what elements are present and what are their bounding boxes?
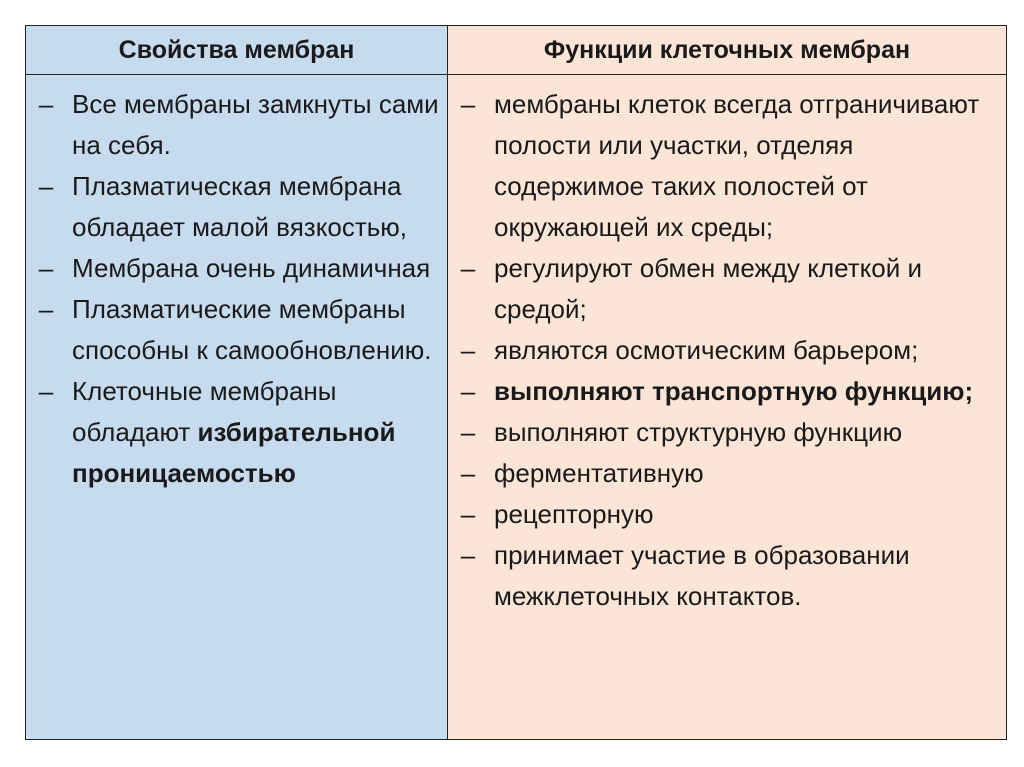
comparison-table bbox=[25, 25, 1007, 740]
bullet-dash: – bbox=[460, 376, 476, 406]
bullet-dash: – bbox=[38, 376, 54, 406]
function-item bbox=[448, 371, 1000, 412]
membrane-properties-list bbox=[26, 75, 447, 494]
left-column-header: Свойства мембран bbox=[26, 26, 448, 75]
bullet-dash: – bbox=[38, 253, 54, 283]
bullet-dash: – bbox=[460, 335, 476, 365]
bullet-dash: – bbox=[460, 499, 476, 529]
left-column-cell bbox=[26, 75, 448, 740]
function-item bbox=[448, 84, 1000, 248]
list-item-text: выполняют структурную функцию bbox=[494, 417, 903, 447]
property-item bbox=[26, 166, 441, 248]
property-item bbox=[26, 84, 441, 166]
bullet-dash: – bbox=[38, 171, 54, 201]
bullet-dash: – bbox=[38, 89, 54, 119]
list-item-text: регулируют обмен между клеткой и средой; bbox=[494, 253, 923, 324]
right-column-cell bbox=[448, 75, 1007, 740]
list-item-text: Все мембраны замкнуты сами на себя. bbox=[72, 89, 439, 160]
function-item bbox=[448, 248, 1000, 330]
bullet-dash: – bbox=[460, 540, 476, 570]
list-item-text: рецепторную bbox=[494, 499, 654, 529]
property-item bbox=[26, 248, 441, 289]
bullet-dash: – bbox=[460, 417, 476, 447]
header-row bbox=[26, 26, 1007, 75]
list-item-text: принимает участие в образовании межклеточных контактов. bbox=[494, 540, 910, 611]
list-item-text: Плазматическая мембрана обладает малой вязкостью, bbox=[72, 171, 408, 242]
membrane-functions-list bbox=[448, 75, 1006, 617]
list-item-bold-text: выполняют транспортную функцию; bbox=[494, 376, 974, 406]
list-item-bold-text: избирательной проницаемостью bbox=[72, 417, 396, 488]
property-item bbox=[26, 289, 441, 371]
bullet-dash: – bbox=[460, 253, 476, 283]
function-item bbox=[448, 494, 1000, 535]
list-item-text: Мембрана очень динамичная bbox=[72, 253, 431, 283]
right-column-header: Функции клеточных мембран bbox=[448, 26, 1007, 75]
bullet-dash: – bbox=[38, 294, 54, 324]
function-item bbox=[448, 412, 1000, 453]
list-item-text: являются осмотическим барьером; bbox=[494, 335, 919, 365]
function-item bbox=[448, 535, 1000, 617]
function-item bbox=[448, 453, 1000, 494]
bullet-dash: – bbox=[460, 458, 476, 488]
bullet-dash: – bbox=[460, 89, 476, 119]
list-item-text: Плазматические мембраны способны к самообновлению. bbox=[72, 294, 432, 365]
list-item-text: ферментативную bbox=[494, 458, 704, 488]
content-row bbox=[26, 75, 1007, 740]
property-item bbox=[26, 371, 441, 494]
function-item bbox=[448, 330, 1000, 371]
list-item-text: мембраны клеток всегда отграничивают полости или участки, отделяя содержимое таких полостей от окружающей их среды; bbox=[494, 89, 980, 242]
list-item-text: Клеточные мембраны обладают bbox=[72, 376, 337, 447]
